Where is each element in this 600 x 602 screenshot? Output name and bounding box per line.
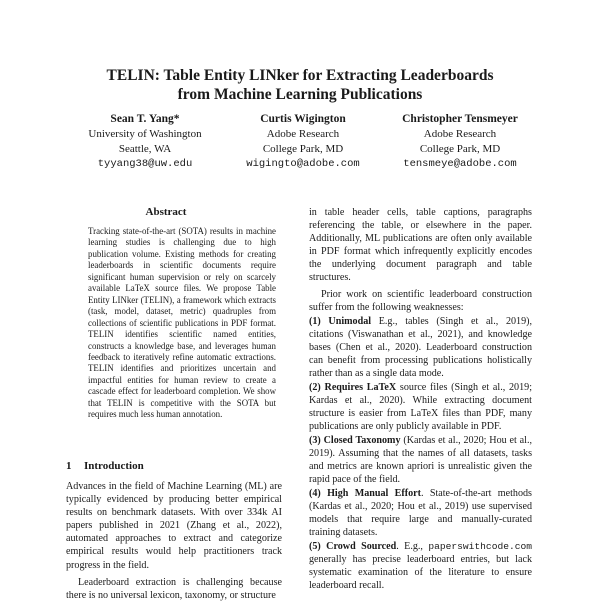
right-paragraph-1: in table header cells, table captions, paragraphs referencing the table, or elsewhere in the paper. Additionally, ML publications are often only available in PDF format which infrequently explicitly encodes the underlying document paragraph and table structures. bbox=[309, 207, 532, 283]
author-affiliation: Adobe Research bbox=[423, 128, 497, 140]
author-name: Sean T. Yang* bbox=[110, 113, 180, 125]
author-location: College Park, MD bbox=[262, 143, 344, 155]
right-paragraph-2: Prior work on scientific leaderboard construction suffer from the following weaknesses: bbox=[309, 289, 532, 313]
author-affiliation: University of Washington bbox=[88, 128, 202, 140]
weakness-text-pre: . E.g., bbox=[396, 541, 429, 552]
weakness-text-post: generally has precise leaderboard entries, but lack systematic examination of the literature to ensure leaderboard recall. bbox=[309, 554, 532, 591]
weakness-item-3 bbox=[309, 434, 532, 486]
weakness-text: (Kardas et al., 2020; Hou et al., 2019). Assuming that the names of all datasets, tasks and metrics are known apriori is unrealistic given the rapid pace of the field. bbox=[309, 435, 533, 485]
paper-title-line-1: TELIN: Table Entity LINker for Extracting Leaderboards bbox=[106, 67, 494, 84]
intro-paragraph-2: Leaderboard extraction is challenging because there is no universal lexicon, taxonomy, or structure bbox=[66, 576, 282, 601]
weakness-item-2 bbox=[309, 381, 532, 433]
weakness-label: (4) High Manual Effort bbox=[309, 488, 421, 499]
author-location: Seattle, WA bbox=[118, 143, 172, 155]
weakness-label: (5) Crowd Sourced bbox=[309, 541, 397, 552]
paperswithcode-link[interactable]: paperswithcode.com bbox=[428, 541, 532, 552]
section-number: 1 bbox=[66, 460, 72, 472]
weakness-label: (3) Closed Taxonomy bbox=[309, 435, 401, 446]
author-affiliation: Adobe Research bbox=[266, 128, 340, 140]
author-email: tyyang38@uw.edu bbox=[97, 158, 193, 170]
abstract-body: Tracking state-of-the-art (SOTA) results in machine learning studies is challenging due to high publication volume. Existing methods for creating leaderboards in scientific documents require significant human supervision or rely on scarcely available LaTeX source files. We propose Table Entity LINker (TELIN), a framework which extracts (task, model, dataset, metric) quadruples from collections of scientific publications in PDF format. TELIN identifies scientific named entities, constructs a knowledge base, and leverages human feedback to iteratively refine automatic extractions. TELIN identifies and prioritizes uncertain and impactful entities for human review to create a cascade effect for leaderboard completion. We show that TELIN is competitive with the SOTA but requires much less human annotation. bbox=[88, 226, 276, 420]
author-block-2 bbox=[218, 112, 388, 172]
weakness-text: . State-of-the-art methods (Kardas et al., 2020; Hou et al., 2019) use supervised models that require large and manually-curated training datasets. bbox=[309, 488, 532, 538]
weakness-text: source files (Singh et al., 2019; Kardas et al., 2020). While extracting document structure is easier from LaTeX files than PDF, many publications are only publicly available in PDF. bbox=[309, 382, 533, 432]
paper-title-line-2: from Machine Learning Publications bbox=[177, 86, 423, 103]
weakness-label: (1) Unimodal bbox=[309, 316, 372, 327]
author-name: Christopher Tensmeyer bbox=[402, 113, 518, 125]
weakness-label: (2) Requires LaTeX bbox=[309, 382, 397, 393]
author-block-3 bbox=[370, 112, 550, 172]
weakness-item-1 bbox=[309, 315, 532, 380]
author-name: Curtis Wigington bbox=[260, 113, 346, 125]
weakness-item-4 bbox=[309, 487, 532, 539]
section-heading bbox=[66, 460, 144, 472]
intro-paragraph-1: Advances in the field of Machine Learning (ML) are typically evidenced by producing better empirical results on benchmark datasets. With over 334k AI papers published in 2021 (Zhang et al., 2022), automated approaches to extract and categorize empirical results would help practitioners track progress in the field. bbox=[66, 481, 282, 571]
weakness-text: E.g., tables (Singh et al., 2019), citations (Viswanathan et al., 2021), and knowledge bases (Chen et al., 2020). Leaderboard construction can benefit from processing publications holistically rather than as a single data mode. bbox=[309, 316, 533, 379]
abstract-heading: Abstract bbox=[145, 206, 187, 218]
right-column-body bbox=[309, 206, 532, 592]
author-email: wigingto@adobe.com bbox=[246, 158, 360, 170]
section-title: Introduction bbox=[84, 460, 144, 472]
author-location: College Park, MD bbox=[419, 143, 501, 155]
weakness-item-5 bbox=[309, 540, 532, 592]
author-block-1 bbox=[60, 112, 230, 172]
author-email: tensmeye@adobe.com bbox=[403, 158, 517, 170]
left-column-body bbox=[66, 480, 282, 602]
